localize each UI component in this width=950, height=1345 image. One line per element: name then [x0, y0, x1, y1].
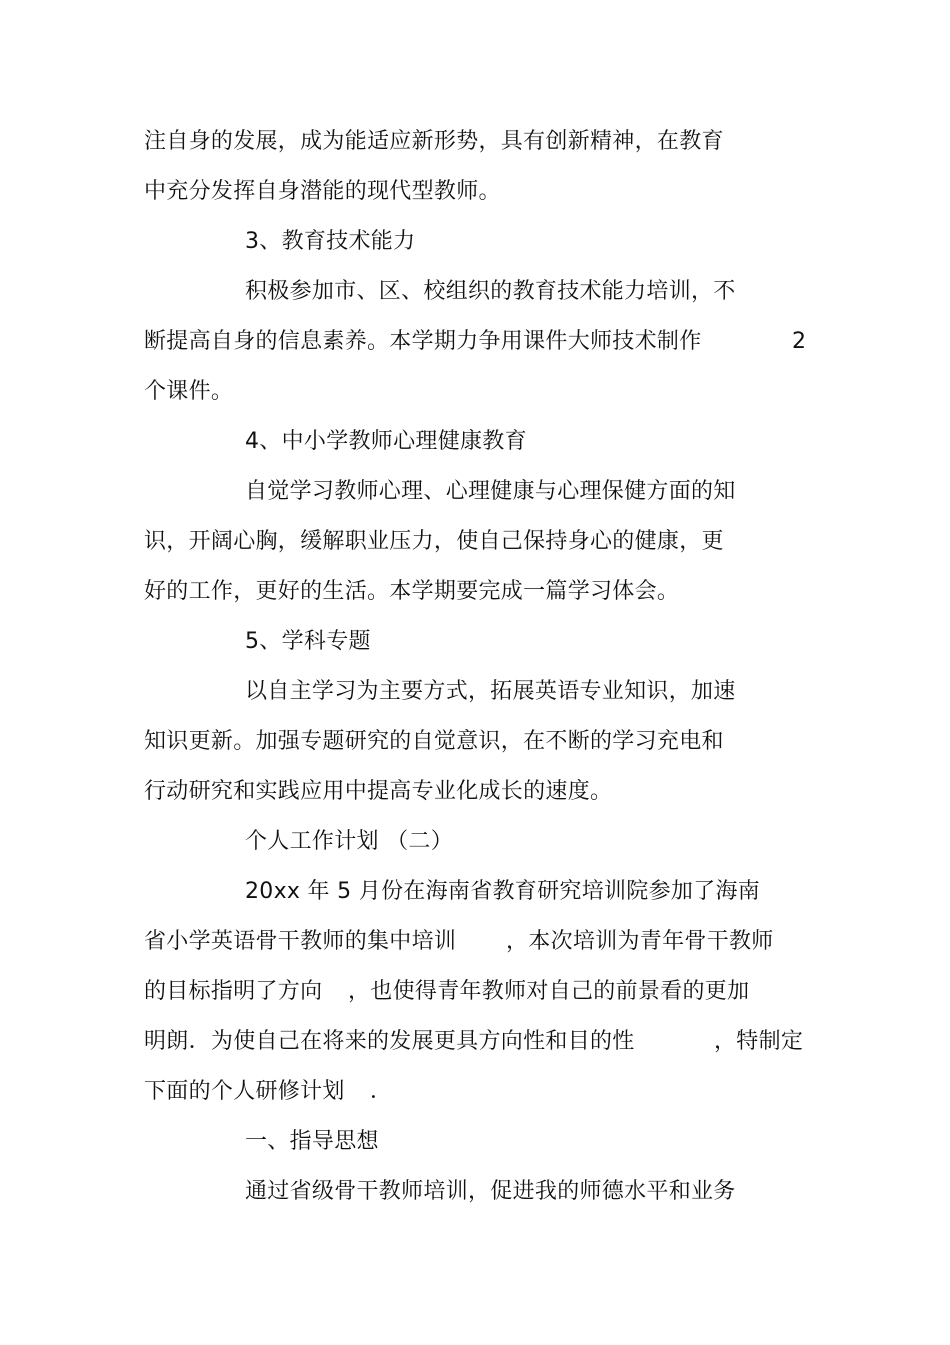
section-heading: 一、指导思想: [245, 1129, 379, 1154]
text-fragment: 2: [792, 329, 807, 354]
text-line: 明朗．为使自己在将来的发展更具方向性和目的性: [144, 1029, 635, 1054]
text-line: 中充分发挥自身潜能的现代型教师。: [144, 179, 501, 204]
text-line: 知识更新。加强专题研究的自觉意识，在不断的学习充电和: [144, 729, 724, 754]
section-heading: 4、中小学教师心理健康教育: [245, 429, 527, 454]
text-line: 个课件。: [144, 379, 234, 404]
text-line: 下面的个人研修计划: [144, 1079, 345, 1104]
section-heading: 个人工作计划 （二）: [245, 829, 453, 854]
text-line: 行动研究和实践应用中提高专业化成长的速度。: [144, 779, 613, 804]
text-line: 20xx 年 5 月份在海南省教育研究培训院参加了海南: [245, 879, 761, 904]
text-fragment: ，特制定: [714, 1029, 804, 1054]
section-heading: 3、教育技术能力: [245, 229, 416, 254]
text-fragment: ．: [370, 1079, 393, 1104]
text-fragment: ，也使得青年教师对自己的前景看的更加: [348, 979, 750, 1004]
text-fragment: ，本次培训为青年骨干教师: [506, 929, 774, 954]
section-heading: 5、学科专题: [245, 629, 371, 654]
text-line: 好的工作，更好的生活。本学期要完成一篇学习体会。: [144, 579, 680, 604]
text-line: 省小学英语骨干教师的集中培训: [144, 929, 457, 954]
text-line: 的目标指明了方向: [144, 979, 323, 1004]
text-line: 注自身的发展，成为能适应新形势，具有创新精神，在教育: [144, 129, 724, 154]
text-line: 自觉学习教师心理、心理健康与心理保健方面的知: [245, 479, 736, 504]
text-line: 识，开阔心胸，缓解职业压力，使自己保持身心的健康，更: [144, 529, 724, 554]
text-line: 断提高自身的信息素养。本学期力争用课件大师技术制作: [144, 329, 702, 354]
text-line: 积极参加市、区、校组织的教育技术能力培训，不: [245, 279, 736, 304]
text-line: 通过省级骨干教师培训，促进我的师德水平和业务: [245, 1179, 736, 1204]
text-line: 以自主学习为主要方式，拓展英语专业知识，加速: [245, 679, 736, 704]
